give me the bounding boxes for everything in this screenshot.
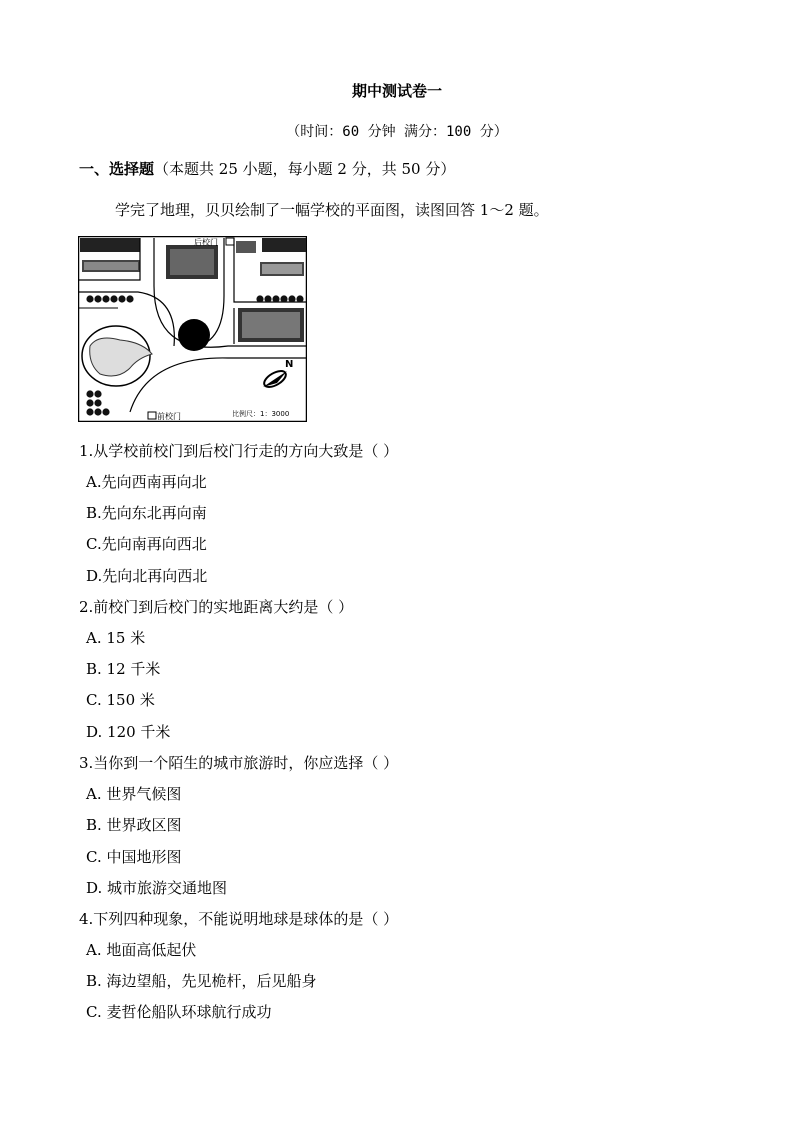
- back-gate-label: 后校门: [194, 238, 218, 247]
- north-label: N: [285, 359, 294, 370]
- section-title: 一、选择题: [79, 160, 155, 178]
- front-gate-label: 前校门: [157, 412, 181, 421]
- question-3-option-d: D. 城市旅游交通地图: [86, 879, 228, 897]
- question-4-option-c: C. 麦哲伦船队环球航行成功: [86, 1003, 272, 1021]
- question-1-option-d: D.先向北再向西北: [86, 567, 208, 585]
- map-scale-label: 比例尺：1：3000: [232, 410, 290, 418]
- question-1-option-c: C.先向南再向西北: [86, 535, 207, 553]
- question-2-option-c: C. 150 米: [86, 691, 155, 709]
- question-2-option-a: A. 15 米: [86, 629, 146, 647]
- section-note: （本题共 25 小题，每小题 2 分，共 50 分）: [154, 160, 456, 178]
- question-3-option-b: B. 世界政区图: [86, 816, 182, 834]
- question-3-stem: 3.当你到一个陌生的城市旅游时，你应选择（ ）: [79, 754, 399, 772]
- question-2-option-d: D. 120 千米: [86, 723, 171, 741]
- map-building: [262, 238, 306, 252]
- question-1-option-a: A.先向西南再向北: [86, 473, 207, 491]
- question-4-option-b: B. 海边望船，先见桅杆，后见船身: [86, 972, 317, 990]
- question-1-stem: 1.从学校前校门到后校门行走的方向大致是（ ）: [79, 442, 399, 460]
- question-intro: 学完了地理，贝贝绘制了一幅学校的平面图，读图回答 1～2 题。: [115, 201, 549, 219]
- exam-title: 期中测试卷一: [351, 82, 442, 100]
- question-4-stem: 4.下列四种现象，不能说明地球是球体的是（ ）: [79, 910, 399, 928]
- question-3-option-c: C. 中国地形图: [86, 848, 182, 866]
- school-plan-map: [78, 236, 307, 422]
- question-2-stem: 2.前校门到后校门的实地距离大约是（ ）: [79, 598, 354, 616]
- map-building: [80, 238, 140, 252]
- exam-time-score: （时间：60 分钟 满分：100 分）: [286, 124, 508, 140]
- question-4-option-a: A. 地面高低起伏: [86, 941, 197, 959]
- section-heading: [79, 158, 455, 179]
- question-3-option-a: A. 世界气候图: [86, 785, 182, 803]
- map-fountain: [178, 319, 210, 351]
- question-1-option-b: B.先向东北再向南: [86, 504, 207, 522]
- question-2-option-b: B. 12 千米: [86, 660, 161, 678]
